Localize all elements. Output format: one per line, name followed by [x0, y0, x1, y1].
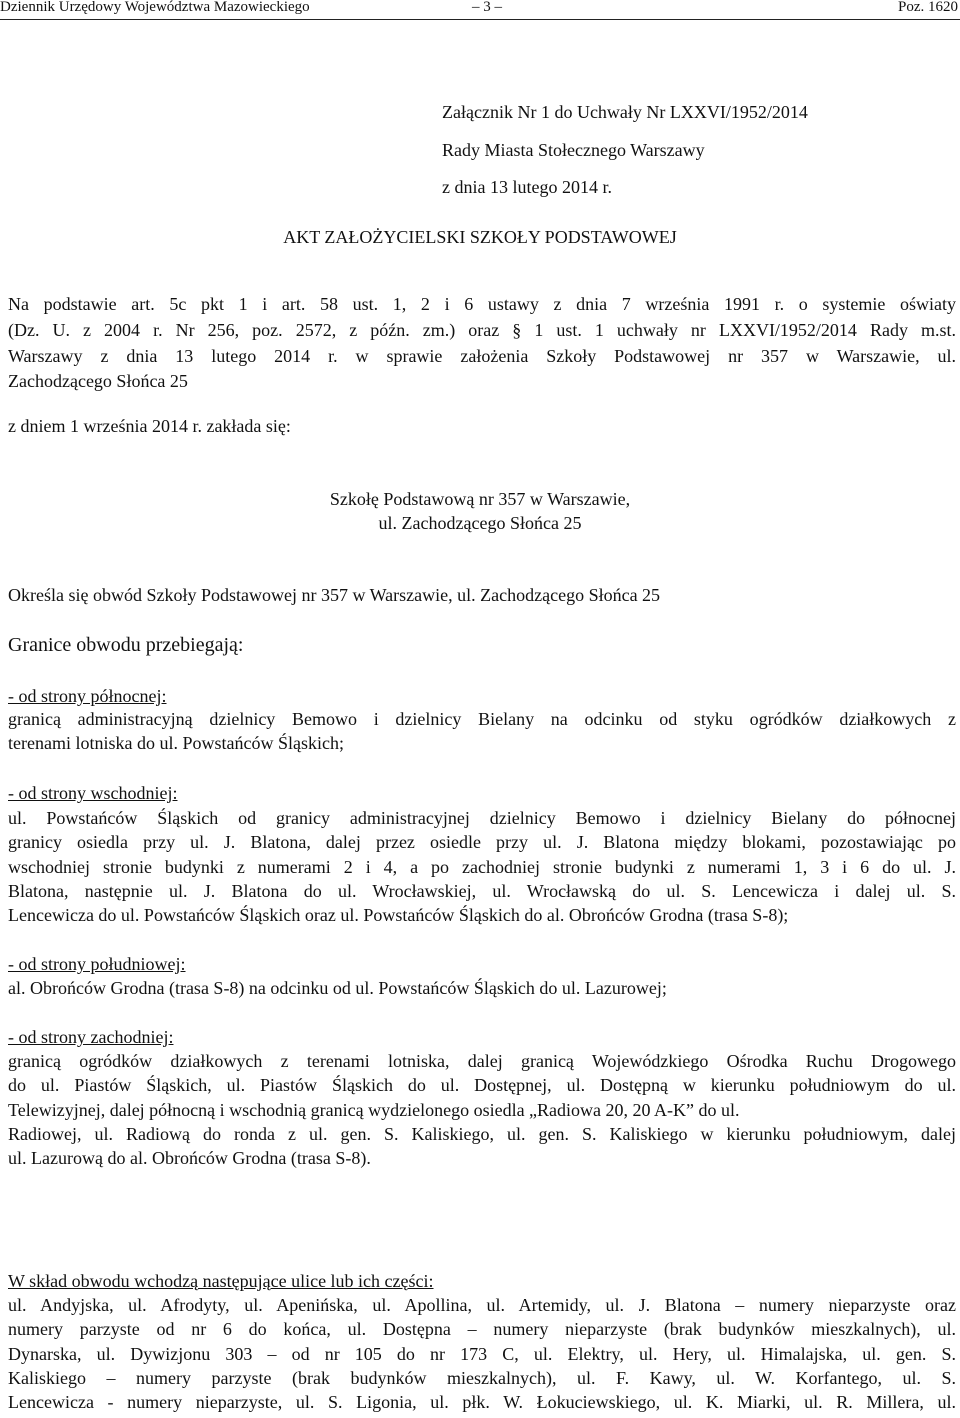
borders-heading: Granice obwodu przebiegają:	[8, 634, 244, 656]
preamble-line: (Dz. U. z 2004 r. Nr 256, poz. 2572, z późn. zm.) oraz § 1 ust. 1 uchwały nr LXXVI/1952/2014 Rady m.st.	[8, 320, 956, 340]
west-line: Telewizyjnej, dalej północną i wschodnią granicą wydzielonego osiedla „Radiowa 20, 20 A-K” do ul.	[8, 1100, 740, 1120]
annex-block	[442, 94, 808, 207]
east-line: Blatona, następnie ul. J. Blatona do ul. Wrocławskiej, ul. Wrocławską do ul. S. Lencewicza i dalej ul. S.	[8, 881, 956, 901]
west-line: Radiowej, ul. Radiową do ronda z ul. gen. S. Kaliskiego, ul. gen. S. Kaliskiego w kierunku południowym, dalej	[8, 1124, 956, 1144]
streets-line: Dynarska, ul. Dywizjonu 303 – od nr 105 do nr 173 C, ul. Elektry, ul. Hery, ul. Himalajska, ul. gen. S.	[8, 1344, 956, 1364]
east-line: wschodniej stronie budynki z numerami 2 i 4, a po zachodniej stronie budynki z numerami 1, 3 i 6 do ul. J.	[8, 857, 956, 877]
south-heading: - od strony południowej:	[8, 954, 186, 974]
streets-line: numery parzyste od nr 6 do końca, ul. Dostępna – numery nieparzyste (brak budynków mieszkalnych), ul.	[8, 1319, 956, 1339]
district-intro: Określa się obwód Szkoły Podstawowej nr 357 w Warszawie, ul. Zachodzącego Słońca 25	[8, 585, 661, 605]
west-heading: - od strony zachodniej:	[8, 1027, 174, 1047]
preamble-line: Warszawy z dnia 13 lutego 2014 r. w sprawie założenia Szkoły Podstawowej nr 357 w Warszawie, ul.	[8, 346, 956, 366]
preamble-line: Zachodzącego Słońca 25	[8, 371, 188, 391]
west-line: granicą ogródków działkowych z terenami lotniska, dalej granicą Wojewódzkiego Ośrodka Ruchu Drogowego	[8, 1051, 956, 1071]
streets-line: Kaliskiego – numery parzyste (brak budynków mieszkalnych), ul. F. Kawy, ul. W. Korfantego, ul. S.	[8, 1368, 956, 1388]
annex-line: Załącznik Nr 1 do Uchwały Nr LXXVI/1952/2014	[442, 102, 808, 122]
page-header	[0, 0, 960, 16]
west-line: ul. Lazurową do al. Obrońców Grodna (trasa S-8).	[8, 1148, 371, 1168]
annex-line: Rady Miasta Stołecznego Warszawy	[442, 139, 705, 160]
streets-line: ul. Andyjska, ul. Afrodyty, ul. Apenińska, ul. Apollina, ul. Artemidy, ul. J. Blatona – numery nieparzyste oraz	[8, 1295, 956, 1315]
west-line: do ul. Piastów Śląskich, ul. Piastów Śląskich do ul. Dostępnej, ul. Dostępną w kierunku południowym do ul.	[8, 1075, 956, 1095]
document-title: AKT ZAŁOŻYCIELSKI SZKOŁY PODSTAWOWEJ	[283, 227, 677, 247]
position-number: Poz. 1620	[898, 0, 958, 15]
preamble-line: Na podstawie art. 5c pkt 1 i art. 58 ust. 1, 2 i 6 ustawy z dnia 7 września 1991 r. o systemie oświaty	[8, 294, 956, 314]
east-heading: - od strony wschodniej:	[8, 783, 178, 803]
header-rule	[0, 19, 960, 20]
north-line: granicą administracyjną dzielnicy Bemowo i dzielnicy Bielany na odcinku od styku ogródków działkowych z	[8, 709, 956, 729]
north-heading: - od strony północnej:	[8, 686, 167, 706]
school-name: Szkołę Podstawową nr 357 w Warszawie,	[329, 489, 631, 509]
north-line: terenami lotniska do ul. Powstańców Śląskich;	[8, 733, 344, 753]
streets-line: Lencewicza - numery nieparzyste, ul. S. Ligonia, ul. płk. W. Łokuciewskiego, ul. K. Miarki, ul. R. Millera, ul.	[8, 1392, 956, 1412]
east-line: ul. Powstańców Śląskich od granicy administracyjnej dzielnicy Bemowo i dzielnicy Bielany do północnej	[8, 808, 956, 828]
east-line: granicy osiedla przy ul. J. Blatona, dalej przez osiedle przy ul. J. Blatona między blokami, pozostawiając po	[8, 832, 956, 852]
annex-line: z dnia 13 lutego 2014 r.	[442, 177, 612, 197]
preamble-line: z dniem 1 września 2014 r. zakłada się:	[8, 416, 291, 436]
page-number: – 3 –	[472, 0, 502, 15]
streets-heading: W skład obwodu wchodzą następujące ulice lub ich części:	[8, 1271, 434, 1291]
south-line: al. Obrońców Grodna (trasa S-8) na odcinku od ul. Powstańców Śląskich do ul. Lazurowej;	[8, 978, 667, 998]
school-address: ul. Zachodzącego Słońca 25	[378, 513, 582, 533]
east-line: Lencewicza do ul. Powstańców Śląskich oraz ul. Powstańców Śląskich do al. Obrońców Grodna (trasa S-8);	[8, 905, 789, 925]
journal-title: Dziennik Urzędowy Województwa Mazowieckiego	[0, 0, 310, 15]
